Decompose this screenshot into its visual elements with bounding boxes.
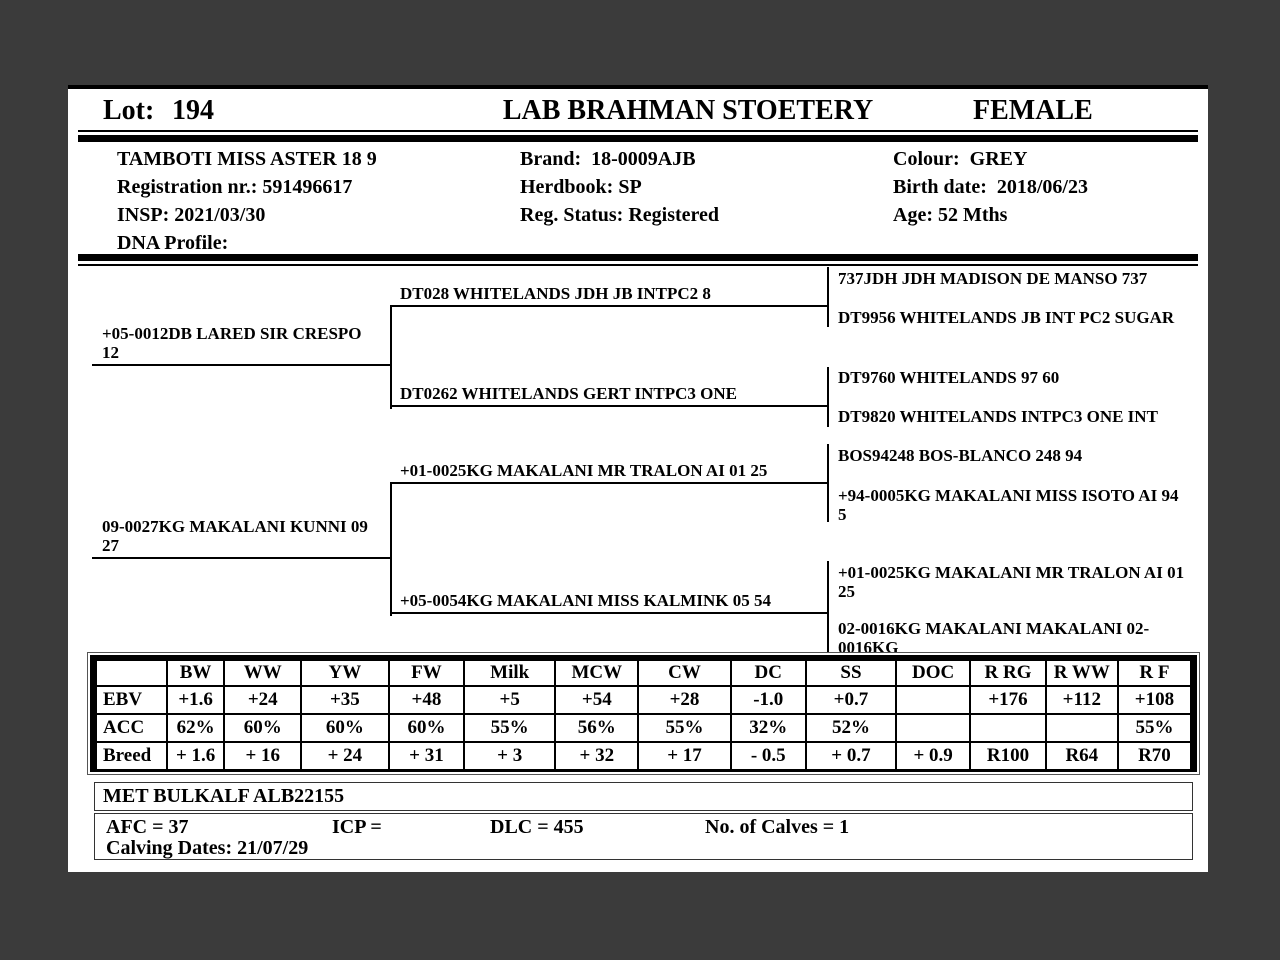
pedigree-dam-sire-dam: +94-0005KG MAKALANI MISS ISOTO AI 94 5 bbox=[838, 486, 1179, 524]
ebv-value-cell: +112 bbox=[1046, 686, 1118, 714]
header-divider bbox=[78, 130, 1198, 142]
ebv-header-row bbox=[94, 658, 1194, 686]
met-text: MET BULKALF ALB22155 bbox=[103, 785, 345, 807]
ebv-value-cell: R64 bbox=[1046, 742, 1118, 771]
ebv-value-cell: + 17 bbox=[638, 742, 730, 771]
animal-info-col1 bbox=[117, 145, 377, 257]
animal-info bbox=[68, 145, 1208, 257]
ebv-row-acc bbox=[94, 714, 1194, 742]
breeding-stats-box bbox=[94, 813, 1193, 860]
ebv-col-header: R RG bbox=[970, 658, 1045, 686]
dlc-value: DLC = 455 bbox=[490, 816, 584, 838]
ebv-value-cell: 60% bbox=[301, 714, 389, 742]
met-box bbox=[94, 782, 1193, 811]
inspection-date: INSP: 2021/03/30 bbox=[117, 204, 266, 226]
ebv-value-cell: 52% bbox=[806, 714, 896, 742]
ebv-value-cell: 62% bbox=[167, 714, 225, 742]
ebv-col-header: YW bbox=[301, 658, 389, 686]
ebv-value-cell: 60% bbox=[224, 714, 301, 742]
ebv-value-cell: 55% bbox=[1118, 714, 1194, 742]
ebv-table-wrapper bbox=[87, 652, 1200, 775]
ebv-table-head bbox=[94, 658, 1194, 686]
ebv-value-cell bbox=[896, 686, 970, 714]
animal-info-col2 bbox=[520, 145, 719, 229]
ebv-table-body bbox=[94, 686, 1194, 771]
ebv-value-cell: -1.0 bbox=[731, 686, 806, 714]
ebv-row-label: ACC bbox=[94, 714, 167, 742]
age: Age: 52 Mths bbox=[893, 204, 1008, 226]
registration-number: Registration nr.: 591496617 bbox=[117, 176, 353, 198]
ebv-row-breed bbox=[94, 742, 1194, 771]
ebv-col-header: R F bbox=[1118, 658, 1194, 686]
pedigree-dam-dam-sire: +01-0025KG MAKALANI MR TRALON AI 01 25 bbox=[838, 563, 1185, 601]
ebv-col-header: FW bbox=[389, 658, 464, 686]
ebv-value-cell: +48 bbox=[389, 686, 464, 714]
ebv-value-cell: + 3 bbox=[464, 742, 555, 771]
pedigree-bracket-line bbox=[827, 561, 829, 652]
animal-info-col3 bbox=[893, 145, 1088, 229]
pedigree-sire-dam: DT0262 WHITELANDS GERT INTPC3 ONE bbox=[390, 384, 827, 407]
pedigree-dam-sire-sire: BOS94248 BOS-BLANCO 248 94 bbox=[838, 446, 1083, 465]
pedigree-sire-sire-dam: DT9956 WHITELANDS JB INT PC2 SUGAR bbox=[838, 308, 1175, 327]
catalog-page bbox=[68, 85, 1208, 872]
pedigree-dam-dam: +05-0054KG MAKALANI MISS KALMINK 05 54 bbox=[390, 591, 827, 614]
ebv-col-header: MCW bbox=[555, 658, 638, 686]
ebv-col-header: WW bbox=[224, 658, 301, 686]
ebv-col-header: BW bbox=[167, 658, 225, 686]
ebv-value-cell: + 24 bbox=[301, 742, 389, 771]
pedigree-bracket-line bbox=[390, 305, 392, 409]
page-title: LAB BRAHMAN STOETERY bbox=[502, 95, 874, 126]
ebv-corner-cell bbox=[94, 658, 167, 686]
lot-label: Lot: bbox=[103, 95, 155, 126]
ebv-value-cell: +24 bbox=[224, 686, 301, 714]
reg-status: Reg. Status: Registered bbox=[520, 204, 720, 226]
ebv-col-header: CW bbox=[638, 658, 730, 686]
pedigree-bracket-line bbox=[827, 367, 829, 427]
ebv-row-label: EBV bbox=[94, 686, 167, 714]
ebv-col-header: Milk bbox=[464, 658, 555, 686]
pedigree-sire-sire: DT028 WHITELANDS JDH JB INTPC2 8 bbox=[390, 284, 827, 307]
dna-profile: DNA Profile: bbox=[117, 232, 229, 254]
ebv-value-cell: 32% bbox=[731, 714, 806, 742]
animal-name: TAMBOTI MISS ASTER 18 9 bbox=[117, 148, 377, 170]
lot-number: 194 bbox=[172, 95, 214, 126]
ebv-value-cell: +1.6 bbox=[167, 686, 225, 714]
ebv-value-cell: R70 bbox=[1118, 742, 1194, 771]
ebv-value-cell: 60% bbox=[389, 714, 464, 742]
brand: Brand: 18-0009AJB bbox=[520, 148, 696, 170]
birth-date: Birth date: 2018/06/23 bbox=[893, 176, 1088, 198]
ebv-value-cell: +0.7 bbox=[806, 686, 896, 714]
sex-label: FEMALE bbox=[973, 95, 1093, 126]
pedigree-dam-sire: +01-0025KG MAKALANI MR TRALON AI 01 25 bbox=[390, 461, 827, 484]
ebv-value-cell: R100 bbox=[970, 742, 1045, 771]
ebv-value-cell: +54 bbox=[555, 686, 638, 714]
ebv-value-cell: + 0.9 bbox=[896, 742, 970, 771]
icp-value: ICP = bbox=[332, 816, 382, 838]
pedigree-sire-dam-dam: DT9820 WHITELANDS INTPC3 ONE INT bbox=[838, 407, 1158, 426]
ebv-value-cell: +35 bbox=[301, 686, 389, 714]
pedigree-bracket-line bbox=[390, 482, 392, 616]
ebv-value-cell: +108 bbox=[1118, 686, 1194, 714]
section-divider bbox=[78, 254, 1198, 266]
ebv-value-cell: + 0.7 bbox=[806, 742, 896, 771]
ebv-value-cell bbox=[970, 714, 1045, 742]
ebv-row-label: Breed bbox=[94, 742, 167, 771]
colour: Colour: GREY bbox=[893, 148, 1028, 170]
ebv-value-cell: +176 bbox=[970, 686, 1045, 714]
pedigree-dam-dam-dam: 02-0016KG MAKALANI MAKALANI 02- 0016KG bbox=[838, 619, 1150, 657]
ebv-value-cell bbox=[896, 714, 970, 742]
calving-dates: Calving Dates: 21/07/29 bbox=[106, 837, 309, 859]
ebv-value-cell bbox=[1046, 714, 1118, 742]
ebv-value-cell: + 16 bbox=[224, 742, 301, 771]
pedigree-sire-sire-sire: 737JDH JDH MADISON DE MANSO 737 bbox=[838, 269, 1148, 288]
ebv-col-header: DOC bbox=[896, 658, 970, 686]
pedigree-bracket-line bbox=[827, 444, 829, 522]
calves-count: No. of Calves = 1 bbox=[705, 816, 850, 838]
pedigree-bracket-line bbox=[827, 267, 829, 327]
ebv-table bbox=[90, 655, 1197, 772]
header-row bbox=[68, 89, 1208, 131]
ebv-col-header: R WW bbox=[1046, 658, 1118, 686]
pedigree-sire: +05-0012DB LARED SIR CRESPO 12 bbox=[92, 324, 390, 366]
ebv-col-header: SS bbox=[806, 658, 896, 686]
ebv-value-cell: 56% bbox=[555, 714, 638, 742]
ebv-value-cell: + 1.6 bbox=[167, 742, 225, 771]
ebv-value-cell: - 0.5 bbox=[731, 742, 806, 771]
ebv-value-cell: +5 bbox=[464, 686, 555, 714]
herdbook: Herdbook: SP bbox=[520, 176, 642, 198]
pedigree-dam: 09-0027KG MAKALANI KUNNI 09 27 bbox=[92, 517, 390, 559]
pedigree-tree bbox=[68, 267, 1208, 657]
ebv-value-cell: + 32 bbox=[555, 742, 638, 771]
pedigree-sire-dam-sire: DT9760 WHITELANDS 97 60 bbox=[838, 368, 1060, 387]
ebv-col-header: DC bbox=[731, 658, 806, 686]
ebv-value-cell: + 31 bbox=[389, 742, 464, 771]
afc-value: AFC = 37 bbox=[106, 816, 189, 838]
ebv-row-ebv bbox=[94, 686, 1194, 714]
ebv-value-cell: 55% bbox=[638, 714, 730, 742]
ebv-value-cell: +28 bbox=[638, 686, 730, 714]
ebv-value-cell: 55% bbox=[464, 714, 555, 742]
